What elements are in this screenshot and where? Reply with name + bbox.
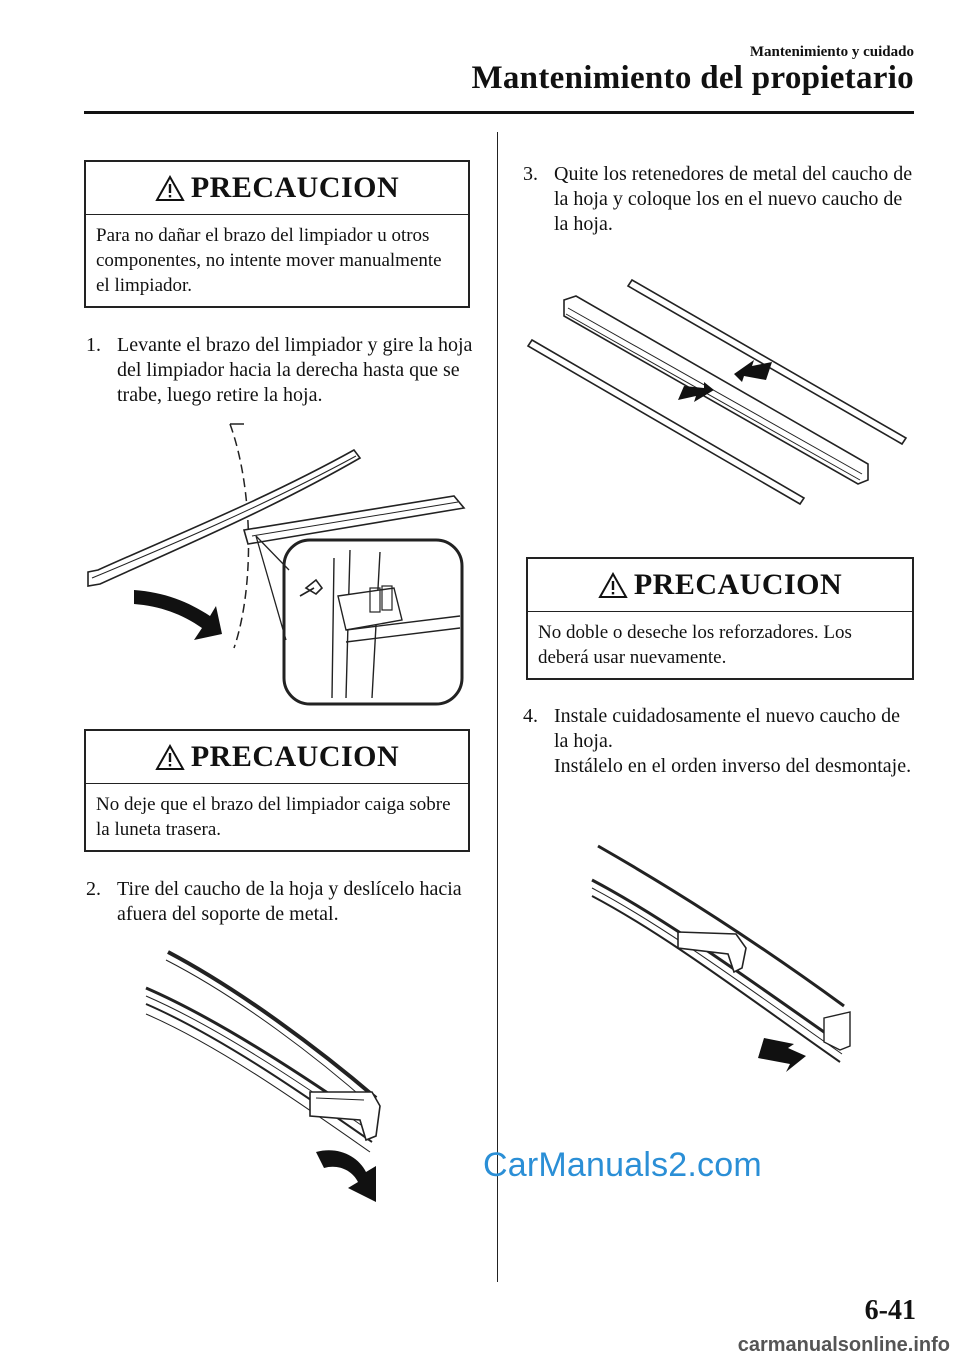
step-text: Quite los retenedores de metal del caucho de la hoja y coloque los en el nuevo caucho de la hoja. [554, 163, 913, 235]
footer-site-label: carmanualsonline.info [737, 1334, 950, 1356]
step-3 [523, 162, 913, 237]
caution-text: No doble o deseche los reforzadores. Los deberá usar nuevamente. [538, 622, 852, 668]
step-number: 1. [86, 334, 101, 356]
caution-box-2 [84, 729, 470, 852]
step-number: 3. [523, 163, 538, 185]
step-1 [86, 333, 476, 408]
caution-box-3 [526, 557, 914, 680]
step-2 [86, 877, 476, 927]
column-divider [497, 132, 498, 1282]
step-4 [523, 704, 913, 779]
retainer-removal-figure [528, 270, 912, 510]
caution-header [86, 731, 468, 784]
step-text-secondary: Instálelo en el orden inverso del desmontaje. [554, 755, 912, 777]
caution-title: PRECAUCION [190, 171, 400, 204]
caution-title: PRECAUCION [633, 568, 843, 601]
caution-text: No deje que el brazo del limpiador caiga sobre la luneta trasera. [96, 794, 451, 840]
rubber-install-figure [588, 836, 858, 1080]
caution-title: PRECAUCION [190, 740, 400, 773]
page-number: 6-41 [864, 1295, 916, 1326]
step-text: Tire del caucho de la hoja y deslícelo hacia afuera del soporte de metal. [117, 878, 462, 925]
caution-header [86, 162, 468, 215]
page-title: Mantenimiento del propietario [471, 60, 914, 96]
step-text: Instale cuidadosamente el nuevo caucho de la hoja. [554, 705, 900, 752]
caution-box-1 [84, 160, 470, 308]
watermark: CarManuals2.com [483, 1146, 762, 1184]
caution-text: Para no dañar el brazo del limpiador u otros componentes, no intente mover manualmente el limpiador. [96, 225, 442, 296]
caution-header [528, 559, 912, 612]
rubber-slide-out-figure [140, 940, 390, 1210]
section-label: Mantenimiento y cuidado [749, 44, 914, 60]
step-text: Levante el brazo del limpiador y gire la hoja del limpiador hacia la derecha hasta que se trabe, luego retire la hoja. [117, 334, 473, 406]
warning-triangle-icon [155, 744, 185, 771]
warning-triangle-icon [155, 175, 185, 202]
wiper-blade-removal-figure [84, 420, 470, 710]
warning-triangle-icon [598, 572, 628, 599]
step-number: 4. [523, 705, 538, 727]
step-number: 2. [86, 878, 101, 900]
header-divider [84, 111, 914, 114]
